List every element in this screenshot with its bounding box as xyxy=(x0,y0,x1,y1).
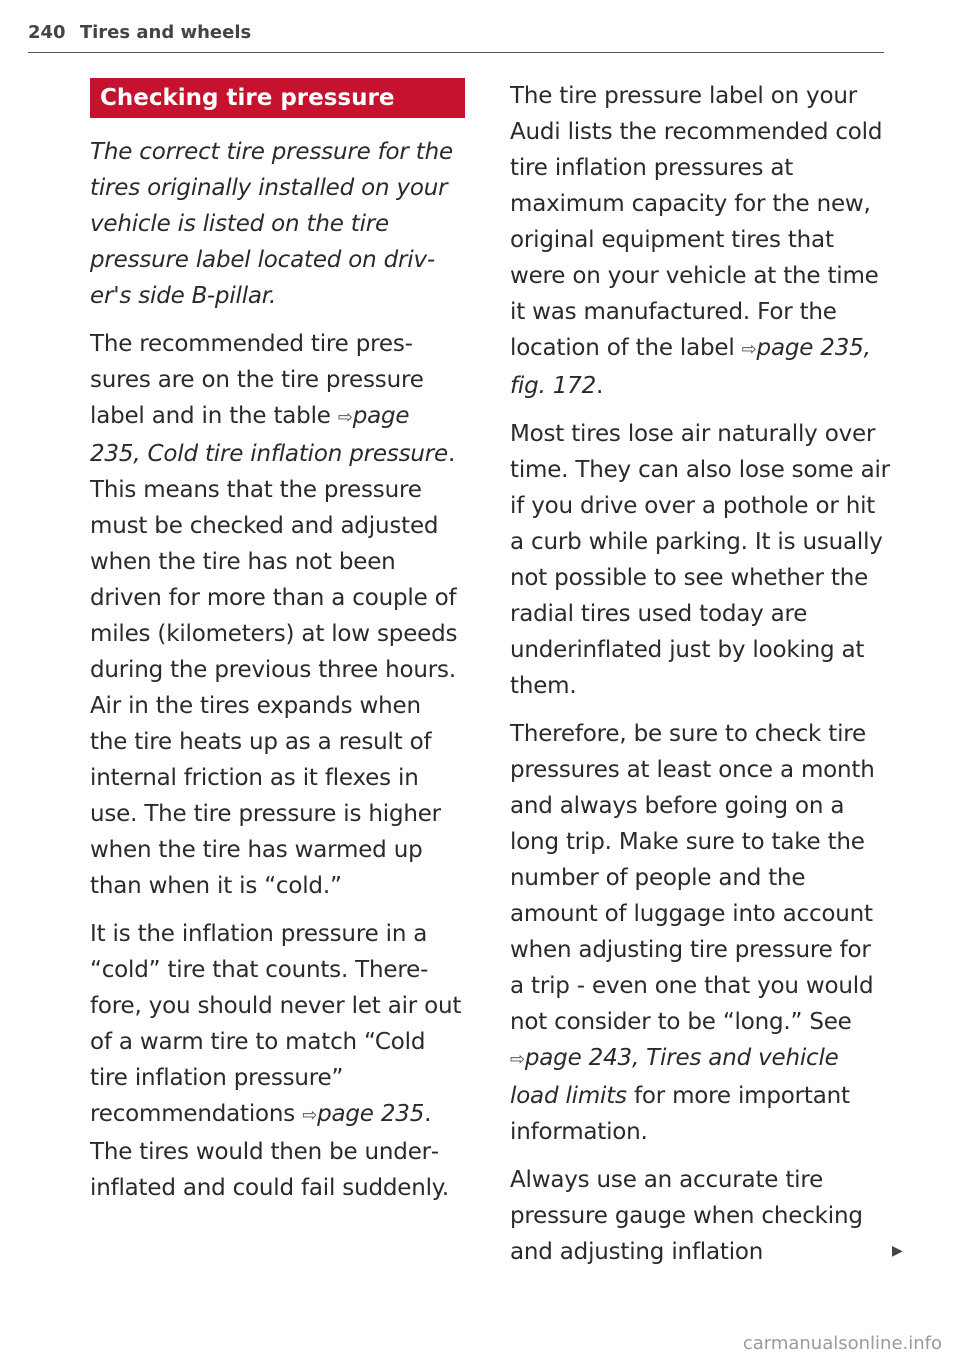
text: The recommended tire pressures are on the tire pressure label and in the table xyxy=(90,331,424,429)
section-name: Tires and wheels xyxy=(79,22,252,43)
text: Therefore, be sure to check tire pressures at least once a month and always before going on a long trip. Make sure to take the number of people and the amount of luggage into account when adjusting tire pressure for a trip - even one that you would not consider to be “long.” See xyxy=(510,721,875,1035)
continue-arrow-icon: ▶ xyxy=(892,1243,903,1259)
text: . The tires would then be underinflated and could fail suddenly. xyxy=(90,1101,450,1201)
page-reference[interactable]: page 243, Tires and vehicle load limits xyxy=(510,1045,839,1109)
arrow-icon: ⇨ xyxy=(337,407,353,428)
section-title: Checking tire pressure xyxy=(90,78,465,118)
page-number: 240 xyxy=(28,22,66,43)
paragraph: Always use an accurate tire pressure gauge when checking and adjusting inflation xyxy=(510,1167,863,1265)
paragraph xyxy=(90,916,465,1206)
text: . This means that the pressure must be checked and adjusted when the tire has not been driven for more than a couple of miles (kilometers) at low speeds during the previous three hours. Air in the tires expands when the tire heats up as a result of internal friction as it flexes in use. The tire pressure is higher when the tire has warmed up than when it is “cold.” xyxy=(90,441,458,899)
left-column xyxy=(90,78,465,1218)
text: It is the inflation pressure in a “cold” tire that counts. Therefore, you should never let air out of a warm tire to match “Cold tire inflation pressure” recommendations xyxy=(90,921,462,1127)
arrow-icon: ⇨ xyxy=(741,339,757,360)
text: for more important information. xyxy=(510,1083,850,1145)
watermark: carmanualsonline.info xyxy=(742,1333,942,1354)
page-reference[interactable]: page 235, Cold tire inflation pressure xyxy=(90,403,448,467)
arrow-icon: ⇨ xyxy=(510,1049,525,1070)
text: The tire pressure label on your Audi lists the recommended cold tire inflation pressures at maximum capacity for the new, original equipment tires that were on your vehicle at the time it was manufactured. For the location of the label xyxy=(510,83,883,361)
paragraph xyxy=(90,326,465,904)
text: . xyxy=(596,373,604,399)
paragraph xyxy=(510,78,890,404)
paragraph xyxy=(510,716,890,1150)
paragraph: Most tires lose air naturally over time. They can also lose some air if you drive over a pothole or hit a curb while parking. It is usually not possible to see whether the radial tires used today are underinflated just by looking at them. xyxy=(510,421,890,699)
page-reference[interactable]: page 235, fig. 172 xyxy=(510,335,871,399)
page-reference[interactable]: page 235 xyxy=(317,1101,425,1127)
arrow-icon: ⇨ xyxy=(302,1105,318,1126)
page-header xyxy=(28,22,884,53)
intro-paragraph: The correct tire pressure for the tires originally installed on your vehicle is listed on the tire pressure label located on driver's side B-pillar. xyxy=(90,139,453,309)
right-column xyxy=(510,78,890,1282)
